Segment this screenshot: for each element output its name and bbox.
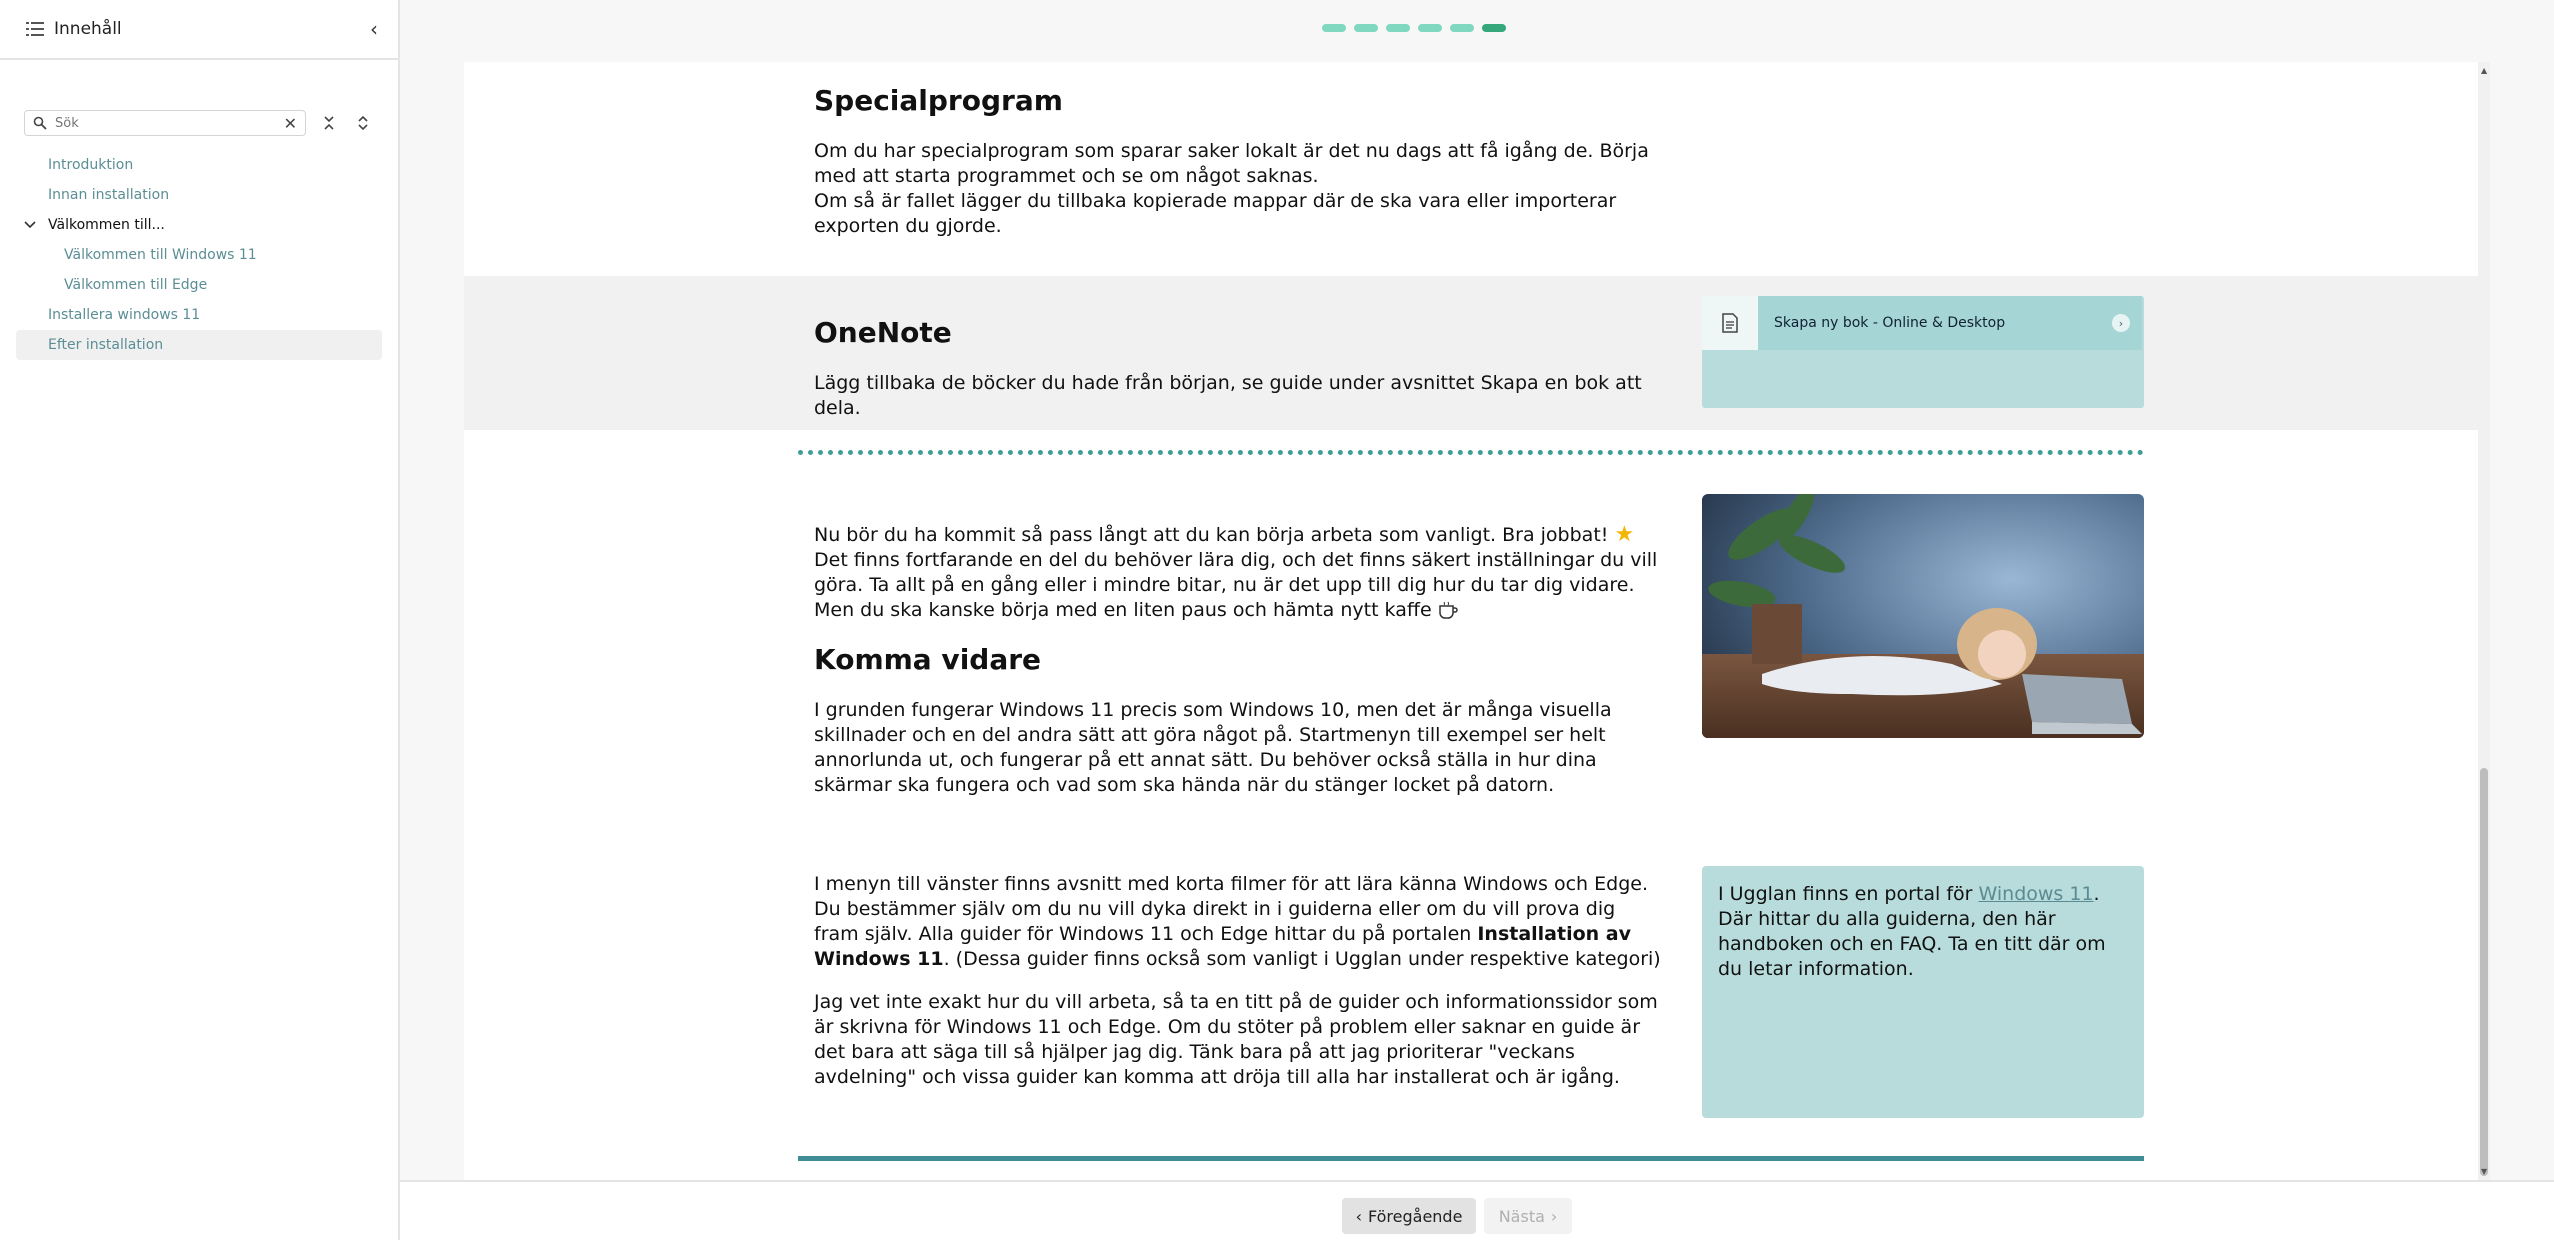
toc-item-label: Välkommen till Edge <box>64 277 208 293</box>
progress-step[interactable] <box>1322 24 1346 32</box>
search-row <box>24 110 398 136</box>
toc-item-label: Välkommen till Windows 11 <box>64 247 257 263</box>
chevron-right-icon: › <box>1550 1206 1558 1226</box>
sleeping-girl-laptop-image <box>1702 494 2144 738</box>
toc-item-innan-installation[interactable] <box>16 180 382 210</box>
intro-line-2 <box>814 548 1664 623</box>
dotted-divider <box>798 450 2144 455</box>
intro-line-1 <box>814 522 1664 548</box>
collapse-all-icon[interactable] <box>318 112 340 134</box>
chevron-down-icon <box>24 218 40 232</box>
progress-step[interactable] <box>1354 24 1378 32</box>
toc-group-valkommen[interactable] <box>16 210 382 240</box>
lesson-progress <box>1322 24 1506 32</box>
heading-komma-vidare: Komma vidare <box>814 643 1042 676</box>
infobox-text-pre: I Ugglan finns en portal för <box>1718 883 1979 905</box>
search-input[interactable] <box>55 116 284 131</box>
page-scrollbar[interactable] <box>2478 62 2490 1180</box>
bottom-divider <box>798 1156 2144 1161</box>
portal-name: Installation av Windows 11 <box>814 923 1631 970</box>
scroll-down-icon[interactable]: ▼ <box>2481 1167 2488 1176</box>
toc-item-valkommen-edge[interactable] <box>16 270 382 300</box>
section-specialprogram <box>464 62 2478 276</box>
chevron-left-icon: ‹ <box>1355 1206 1362 1226</box>
toc-item-installera-windows-11[interactable] <box>16 300 382 330</box>
progress-step[interactable] <box>1386 24 1410 32</box>
next-label: Nästa <box>1498 1206 1545 1226</box>
special-paragraph-1: Om du har specialprogram som sparar saker lokalt är det nu dags att få igång de. Börja med att starta programmet och se om något saknas. <box>814 140 1649 187</box>
onenote-link-card <box>1702 296 2144 408</box>
collapse-sidebar-icon[interactable]: ‹ <box>370 17 378 41</box>
search-icon <box>33 116 47 130</box>
menu-p1-text-b: . (Dessa guider finns också som vanligt i Ugglan under respektive kategori) <box>943 948 1661 970</box>
sidebar-header <box>0 0 398 60</box>
scroll-up-icon[interactable]: ▲ <box>2481 66 2488 75</box>
menu-p1-text-a: I menyn till vänster finns avsnitt med korta filmer för att lära känna Windows och Edge. Du bestämmer själv om du nu vill dyka direkt in i guiderna eller om du vill prova dig fram själv. Alla guider för Windows 11 och Edge hittar du på portalen <box>814 873 1648 945</box>
ugglan-info-box <box>1702 866 2144 1118</box>
scrollbar-thumb[interactable] <box>2480 768 2488 1176</box>
star-icon: ★ <box>1614 522 1635 547</box>
search-box <box>24 110 306 136</box>
list-icon <box>26 21 44 37</box>
toc-item-label: Innan installation <box>48 187 170 203</box>
toc-item-label: Välkommen till... <box>48 217 165 233</box>
previous-label: Föregående <box>1367 1206 1463 1226</box>
special-paragraph-2: Om så är fallet lägger du tillbaka kopierade mappar där de ska vara eller importerar exporten du gjorde. <box>814 190 1617 237</box>
previous-button[interactable] <box>1342 1198 1476 1234</box>
windows-11-portal-link[interactable]: Windows 11 <box>1978 883 2094 905</box>
clear-search-icon[interactable]: ✕ <box>283 113 297 133</box>
menu-paragraph-2: Jag vet inte exakt hur du vill arbeta, så ta en titt på de guider och informationssidor som är skrivna för Windows 11 och Edge. Om du stöter på problem eller saknar en guide är det bara att säga till så hjälper jag dig. Tänk bara på att jag prioriterar "veckans avdelning" och vissa guider kan komma att dröja till alla har installerat och är igång. <box>814 991 1658 1088</box>
toc-item-efter-installation[interactable] <box>16 330 382 360</box>
coffee-icon <box>1438 599 1458 621</box>
menu-paragraph-1 <box>814 872 1664 972</box>
heading-specialprogram: Specialprogram <box>814 84 1063 117</box>
onenote-link-row[interactable] <box>1702 296 2144 350</box>
progress-step-current[interactable] <box>1482 24 1506 32</box>
toc-item-label: Efter installation <box>48 337 164 353</box>
document-icon <box>1702 296 1758 350</box>
infobox-text-post: . Där hittar du alla guiderna, den här handboken och en FAQ. Ta en titt där om du letar information. <box>1718 883 2106 980</box>
link-label: Skapa ny bok - Online & Desktop <box>1774 315 2006 331</box>
intro-line-2-text: Det finns fortfarande en del du behöver lära dig, och det finns säkert inställningar du vill göra. Ta allt på en gång eller i mindre bitar, nu är det upp till dig hur du tar dig vidare. Men du ska kanske börja med en liten paus och hämta nytt kaffe <box>814 549 1658 621</box>
toc-nav <box>0 150 398 360</box>
section-onenote <box>464 276 2478 430</box>
toc-item-introduktion[interactable] <box>16 150 382 180</box>
toc-item-label: Introduktion <box>48 157 134 173</box>
sidebar <box>0 0 400 1240</box>
komma-vidare-text: I grunden fungerar Windows 11 precis som Windows 10, men det är många visuella skillnader och en del andra sätt att göra något på. Startmenyn till exempel ser helt annorlunda ut, och fungerar på ett annat sätt. Du behöver också ställa in hur dina skärmar ska fungera och vad som ska hända när du stänger locket på datorn. <box>814 699 1612 796</box>
progress-step[interactable] <box>1450 24 1474 32</box>
skapa-ny-bok-link[interactable] <box>1758 296 2142 350</box>
heading-onenote: OneNote <box>814 316 952 349</box>
next-button[interactable] <box>1484 1198 1572 1234</box>
toc-item-valkommen-windows-11[interactable] <box>16 240 382 270</box>
progress-step[interactable] <box>1418 24 1442 32</box>
chevron-right-icon: › <box>2112 314 2130 332</box>
toc-item-label: Installera windows 11 <box>48 307 201 323</box>
expand-all-icon[interactable] <box>352 112 374 134</box>
lesson-footer-nav <box>400 1180 2554 1240</box>
lesson-page <box>464 62 2478 1180</box>
sidebar-title: Innehåll <box>54 19 122 39</box>
onenote-text: Lägg tillbaka de böcker du hade från början, se guide under avsnittet Skapa en bok att dela. <box>814 372 1642 419</box>
intro-line-1-text: Nu bör du ha kommit så pass långt att du kan börja arbeta som vanligt. Bra jobbat! <box>814 524 1609 546</box>
